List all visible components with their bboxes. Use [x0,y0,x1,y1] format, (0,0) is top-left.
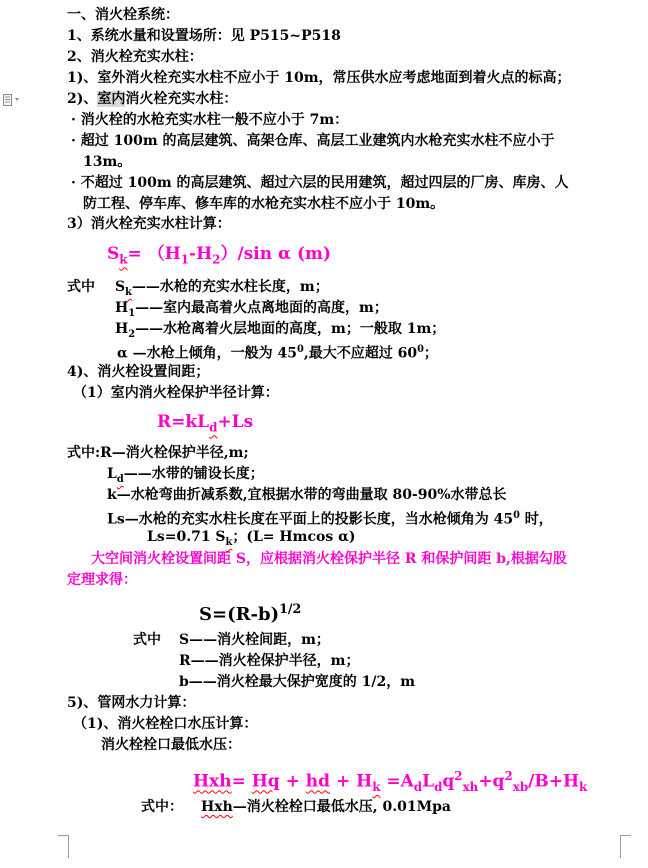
where-h1-text: ——室内最高着火点离地面的高度，m； [135,300,388,316]
where-label-4: 式中： [141,799,183,815]
formula-hxh-plus1: + [279,771,306,792]
line-min-pressure: 消火栓栓口最低水压： [101,737,241,753]
formula-sk-s: S [107,244,120,264]
where-alpha [117,340,438,364]
formula-hxh-ld-sub: d [434,780,443,795]
where-alpha-sup: 0 [297,344,304,355]
formula-hxh-hd: hd [305,771,331,792]
where-h1-sub: 1 [128,307,136,319]
formula-hxh-q: q [442,771,455,792]
where-hxh [201,797,451,817]
where-sk-s: S [115,279,126,295]
bullet-100m-cont: 13m。 [83,154,132,170]
formula-hxh-xh-sub: xh [462,780,479,795]
where-alpha-text: α —水枪上倾角，一般为 45 [117,345,298,362]
line-indoor-suffix: 消火栓充实水柱： [125,91,238,107]
formula-sk-end: ）/sin α (m) [220,244,332,264]
line-water-column: 2、消火栓充实水柱： [67,49,203,65]
heading-fire-hydrant-system: 一、消火栓系统： [67,7,179,23]
formula-hxh-xb-sub: xb [512,780,529,795]
formula-hxh-plusq: +q [478,771,505,792]
formula-s-main: S=(R-b) [199,604,280,625]
formula-sk-open: = （H [127,244,181,264]
where-label-3: 式中 [133,632,161,648]
where-r: R——消火栓保护半径，m； [179,653,360,669]
where-ld-sub: d [116,473,124,485]
formula-hxh-a: Hxh [193,771,232,792]
formula-r-end: +Ls [217,412,254,432]
bullet-7m: · 消火栓的水枪充实水柱一般不应小于 7m： [71,112,349,128]
where-sk-text: ——水枪的充实水柱长度，m； [131,279,329,295]
formula-hxh-ad-sub: d [413,780,423,795]
where-sk-sub: k [125,286,132,298]
where-b: b——消火栓最大保护宽度的 1/2，m [179,674,416,690]
where-k: k—水枪弯曲折减系数,宜根据水带的弯曲量取 80-90%水带总长 [107,487,507,503]
line-hydraulic: 5)、管网水力计算： [67,695,196,711]
where-h2-text: ——水枪离着火层地面的高度，m；一般取 1m； [135,321,446,337]
bullet-not-over-100m: · 不超过 100m 的高层建筑、超过六层的民用建筑，超过四层的厂房、库房、人 [71,175,569,191]
where-alpha-end: ； [423,345,438,362]
where-ls-formula-sub: k [225,536,233,548]
where-ld-text: ——水带的铺设长度； [123,466,264,482]
line-outdoor-column: 1)、室外消火栓充实水柱不应小于 10m，常压供水应考虑地面到着火点的标高； [67,70,571,86]
formula-hxh-eq: =A [380,771,414,792]
where-hxh-symbol: Hxh [201,799,233,815]
line-indoor-column [67,89,237,109]
formula-sk-minus: -H [189,244,213,264]
where-ls-formula-pre: Ls=0.71 S [147,529,226,545]
formula-hxh [193,766,587,797]
page-corner-mark-right [620,835,631,858]
where-ls-formula-end: ；(L= Hmcos α) [232,529,356,545]
where-hxh-text: —消火栓栓口最低水压, 0.01Mpa [232,799,451,815]
formula-hxh-hk2-sub: k [579,780,588,795]
line-spacing: 4)、消火栓设置间距； [67,364,210,380]
formula-r [157,412,253,437]
formula-hxh-b: = [231,771,252,792]
where-ls-end: 时， [519,511,553,528]
where-s: S——消火栓间距，m； [179,632,330,648]
large-space-spacing-cont: 定理求得： [67,572,137,588]
highlighted-text: 室内 [97,91,126,107]
formula-hxh-plus2: + H [330,771,373,792]
line-outlet-pressure: （1)、消火栓栓口水压计算： [73,716,258,732]
large-space-spacing: 大空间消火栓设置间距 S，应根据消火栓保护半径 R 和保护间距 b,根据勾股 [91,551,567,567]
where-h1-h: H [115,300,129,316]
formula-sk-h2-sub: 2 [212,252,221,267]
formula-sk-h1-sub: 1 [180,252,190,267]
where-label-1: 式中 [67,279,95,295]
formula-r-main: R=kL [157,412,210,432]
line-column-calc: 3）消火栓充实水柱计算： [67,216,231,232]
bullet-100m: · 超过 100m 的高层建筑、高架仓库、高层工业建筑内水枪充实水柱不应小于 [71,133,555,149]
bullet-not-over-100m-cont: 防工程、停车库、修车库的水枪充实水柱不应小于 10m。 [83,196,445,212]
where-h2-h: H [115,321,129,337]
formula-s-sup: 1/2 [279,601,302,616]
where-ls-text: Ls—水枪的充实水柱长度在平面上的投影长度，当水枪倾角为 45 [107,511,514,528]
where-ld-l: L [107,466,117,482]
where-h2-sub: 2 [128,328,136,340]
formula-sk [107,244,331,269]
formula-s [199,599,301,625]
line-indoor-prefix: 2)、 [67,91,98,107]
line-radius-calc: （1）室内消火栓保护半径计算： [73,385,279,401]
formula-hxh-q2-sup: 2 [504,769,513,783]
formula-r-sub: d [209,420,218,435]
where-alpha-sup2: 0 [417,344,424,355]
formula-hxh-b-div: /B+H [528,771,580,792]
page-corner-mark-left [58,835,69,858]
document-icon[interactable] [3,91,21,103]
formula-sk-sub: k [119,252,128,267]
where-alpha-mid: ,最大不应超过 60 [303,345,418,362]
formula-hxh-l: L [422,771,435,792]
formula-hxh-q-sup: 2 [454,769,463,783]
formula-hxh-hk-sub: k [372,780,381,795]
where-ls-sup: 0 [513,510,520,521]
line-water-volume: 1、系统水量和设置场所：见 P515~P518 [67,28,341,44]
where-label-2: 式中:R—消火栓保护半径,m; [67,445,249,461]
formula-hxh-hq: Hq [251,771,280,792]
